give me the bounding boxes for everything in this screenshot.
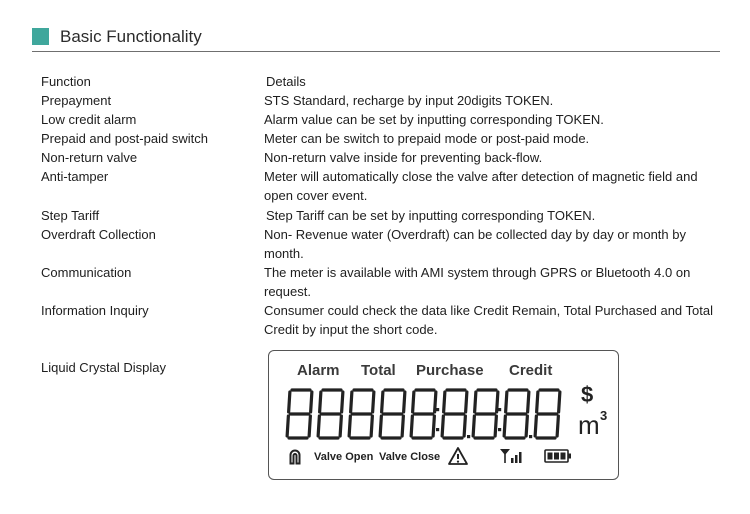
function-cell: Information Inquiry xyxy=(41,303,149,318)
lcd-digit xyxy=(349,390,374,438)
lcd-digit xyxy=(411,390,436,438)
function-column-header: Function xyxy=(41,74,91,89)
section-header xyxy=(32,26,720,52)
signal-icon xyxy=(499,448,525,464)
lcd-decimal-point xyxy=(529,435,532,438)
function-cell: Anti-tamper xyxy=(41,169,109,184)
function-cell: Step Tariff xyxy=(41,208,100,223)
warning-icon xyxy=(447,446,469,466)
currency-symbol: $ xyxy=(581,382,594,407)
details-cell: Consumer could check the data like Credit Remain, Total Purchased and Total Credit by input the short code. xyxy=(264,303,713,337)
function-cell: Prepayment xyxy=(41,93,112,108)
lcd-label-alarm: Alarm xyxy=(297,362,340,379)
lcd-colon-dot xyxy=(498,408,501,411)
lcd-status-bar xyxy=(269,445,618,469)
lcd-label-credit: Credit xyxy=(509,362,553,379)
lcd-label-total: Total xyxy=(361,362,396,379)
details-cell: Meter will automatically close the valve after detection of magnetic field and open cover event. xyxy=(264,169,698,203)
lcd-digit xyxy=(380,390,405,438)
valve-close-label: Valve Close xyxy=(379,451,441,463)
lcd-colon-dot xyxy=(436,408,439,411)
details-cell: Non- Revenue water (Overdraft) can be collected day by day or month by month. xyxy=(264,227,686,261)
details-cell: STS Standard, recharge by input 20digits TOKEN. xyxy=(264,93,554,108)
header-divider xyxy=(32,51,720,52)
battery-icon xyxy=(544,449,572,463)
details-cell: The meter is available with AMI system through GPRS or Bluetooth 4.0 on request. xyxy=(264,265,691,299)
lcd-digit xyxy=(318,390,343,438)
function-cell: Communication xyxy=(41,265,132,280)
lcd-colon-dot xyxy=(436,428,439,431)
unit-superscript: 3 xyxy=(600,408,608,423)
details-cell: Alarm value can be set by inputting corresponding TOKEN. xyxy=(264,112,604,127)
section-title: Basic Functionality xyxy=(60,27,202,46)
details-cell: Meter can be switch to prepaid mode or post-paid mode. xyxy=(264,131,590,146)
lcd-digit-display xyxy=(285,387,575,441)
lcd-decimal-point xyxy=(467,435,470,438)
lcd-digit xyxy=(287,390,312,438)
lcd-label-bar xyxy=(269,359,618,383)
lcd-digit xyxy=(473,390,498,438)
header-accent-square xyxy=(32,28,49,45)
unit-label: m xyxy=(578,410,600,440)
lcd-digit xyxy=(442,390,467,438)
lcd-display xyxy=(268,350,619,480)
lcd-digit xyxy=(504,390,529,438)
function-cell: Liquid Crystal Display xyxy=(41,360,166,375)
function-cell: Overdraft Collection xyxy=(41,227,156,242)
valve-open-label: Valve Open xyxy=(314,451,374,463)
function-cell: Prepaid and post-paid switch xyxy=(41,131,208,146)
lcd-label-purchase: Purchase xyxy=(416,362,484,379)
magnet-icon xyxy=(289,448,301,465)
details-cell: Non-return valve inside for preventing back-flow. xyxy=(264,150,543,165)
function-cell: Non-return valve xyxy=(41,150,138,165)
details-cell: Step Tariff can be set by inputting corresponding TOKEN. xyxy=(266,208,596,223)
details-column-header: Details xyxy=(266,74,306,89)
lcd-colon-dot xyxy=(498,428,501,431)
function-cell: Low credit alarm xyxy=(41,112,137,127)
lcd-digit xyxy=(535,390,560,438)
